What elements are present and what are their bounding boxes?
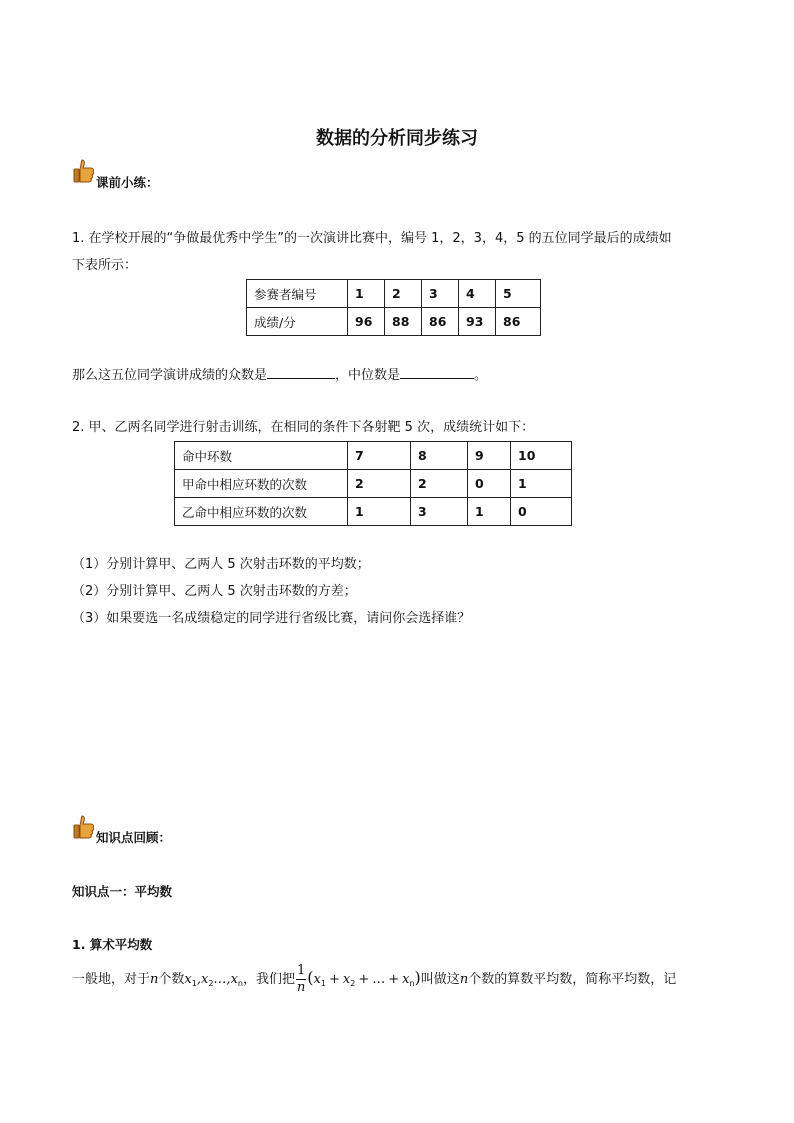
math-dots: … bbox=[213, 972, 227, 987]
table-cell: 4 bbox=[459, 280, 496, 308]
mean-text-e: 个数的算数平均数，简称平均数，记 bbox=[468, 972, 677, 987]
table-cell: 1 bbox=[348, 498, 411, 526]
math-plus: + bbox=[328, 972, 340, 987]
q1-line1: 1. 在学校开展的“争做最优秀中学生”的一次演讲比赛中，编号 1，2，3，4，5 的五位同学最后的成绩如 bbox=[72, 231, 672, 246]
math-sub: 1 bbox=[191, 979, 197, 988]
math-x: x bbox=[230, 972, 238, 987]
mean-text-c: ，我们把 bbox=[242, 972, 295, 987]
table-cell: 96 bbox=[348, 308, 385, 336]
table-cell: 甲命中相应环数的次数 bbox=[175, 470, 348, 498]
thumbs-up-icon bbox=[73, 815, 95, 839]
table-cell: 1 bbox=[511, 470, 572, 498]
q1-line2: 下表所示： bbox=[72, 258, 138, 273]
q1-answer-line bbox=[72, 364, 487, 383]
table-cell: 2 bbox=[411, 470, 468, 498]
table-row bbox=[175, 498, 572, 526]
mean-text-b: 个数 bbox=[158, 972, 185, 987]
math-paren: ) bbox=[414, 968, 421, 987]
table-cell: 参赛者编号 bbox=[247, 280, 348, 308]
math-x: x bbox=[313, 972, 321, 987]
table-cell: 10 bbox=[511, 442, 572, 470]
table-cell: 命中环数 bbox=[175, 442, 348, 470]
math-sub: 1 bbox=[320, 979, 326, 988]
math-plus: + bbox=[388, 972, 400, 987]
table-cell: 0 bbox=[468, 470, 511, 498]
table-cell: 2 bbox=[348, 470, 411, 498]
math-sub: 2 bbox=[208, 979, 214, 988]
mean-text-a: 一般地，对于 bbox=[72, 972, 151, 987]
math-sub: n bbox=[237, 979, 243, 988]
arithmetic-mean-definition bbox=[72, 962, 676, 1000]
mode-answer-blank[interactable] bbox=[267, 364, 335, 379]
q2-sub1: （1）分别计算甲、乙两人 5 次射击环数的平均数； bbox=[72, 557, 370, 572]
math-sep: , bbox=[196, 972, 201, 987]
math-paren: ( bbox=[307, 968, 314, 987]
math-sub: 2 bbox=[350, 979, 356, 988]
math-n: n bbox=[150, 972, 159, 987]
knowledge-point-1-heading: 知识点一：平均数 bbox=[72, 884, 173, 899]
math-n: n bbox=[459, 972, 469, 987]
page-title: 数据的分析同步练习 bbox=[316, 128, 478, 149]
table-cell: 7 bbox=[348, 442, 411, 470]
table-cell: 成绩/分 bbox=[247, 308, 348, 336]
table-cell: 0 bbox=[511, 498, 572, 526]
mean-text-d: 叫做这 bbox=[420, 972, 460, 987]
q2-sub3: （3）如果要选一名成绩稳定的同学进行省级比赛，请问你会选择谁？ bbox=[72, 611, 471, 626]
fraction-numerator: 1 bbox=[297, 963, 306, 978]
table-cell: 2 bbox=[385, 280, 422, 308]
table-row bbox=[247, 280, 541, 308]
table-cell: 1 bbox=[348, 280, 385, 308]
table-cell: 8 bbox=[411, 442, 468, 470]
shooting-table bbox=[174, 441, 572, 526]
fraction bbox=[296, 963, 306, 996]
math-sub: n bbox=[409, 979, 415, 988]
section-heading-practice: 课前小练： bbox=[96, 175, 159, 190]
table-cell: 3 bbox=[411, 498, 468, 526]
fraction-denominator: n bbox=[296, 980, 306, 995]
arithmetic-mean-heading: 1. 算术平均数 bbox=[72, 937, 153, 952]
q2-sub2: （2）分别计算甲、乙两人 5 次射击环数的方差； bbox=[72, 584, 357, 599]
table-cell: 5 bbox=[496, 280, 541, 308]
q2-line1: 2. 甲、乙两名同学进行射击训练，在相同的条件下各射靶 5 次，成绩统计如下： bbox=[72, 420, 535, 435]
table-cell: 乙命中相应环数的次数 bbox=[175, 498, 348, 526]
section-heading-review: 知识点回顾： bbox=[96, 830, 172, 845]
q1-answer-mid: ，中位数是 bbox=[335, 368, 401, 383]
thumbs-up-icon bbox=[73, 159, 95, 183]
score-table bbox=[246, 279, 541, 336]
table-cell: 88 bbox=[385, 308, 422, 336]
table-cell: 3 bbox=[422, 280, 459, 308]
table-cell: 1 bbox=[468, 498, 511, 526]
table-row bbox=[247, 308, 541, 336]
table-cell: 9 bbox=[468, 442, 511, 470]
q1-answer-prefix: 那么这五位同学演讲成绩的众数是 bbox=[72, 368, 268, 383]
table-cell: 86 bbox=[496, 308, 541, 336]
math-sep: , bbox=[226, 972, 231, 987]
math-x: x bbox=[200, 972, 209, 987]
median-answer-blank[interactable] bbox=[400, 364, 474, 379]
q1-answer-end: 。 bbox=[474, 368, 488, 383]
table-cell: 93 bbox=[459, 308, 496, 336]
table-cell: 86 bbox=[422, 308, 459, 336]
math-x: x bbox=[184, 972, 192, 987]
math-plus: + bbox=[358, 972, 370, 987]
math-x: x bbox=[402, 972, 410, 987]
table-row bbox=[175, 470, 572, 498]
math-x: x bbox=[342, 972, 351, 987]
math-dots: … bbox=[372, 972, 386, 987]
table-row bbox=[175, 442, 572, 470]
